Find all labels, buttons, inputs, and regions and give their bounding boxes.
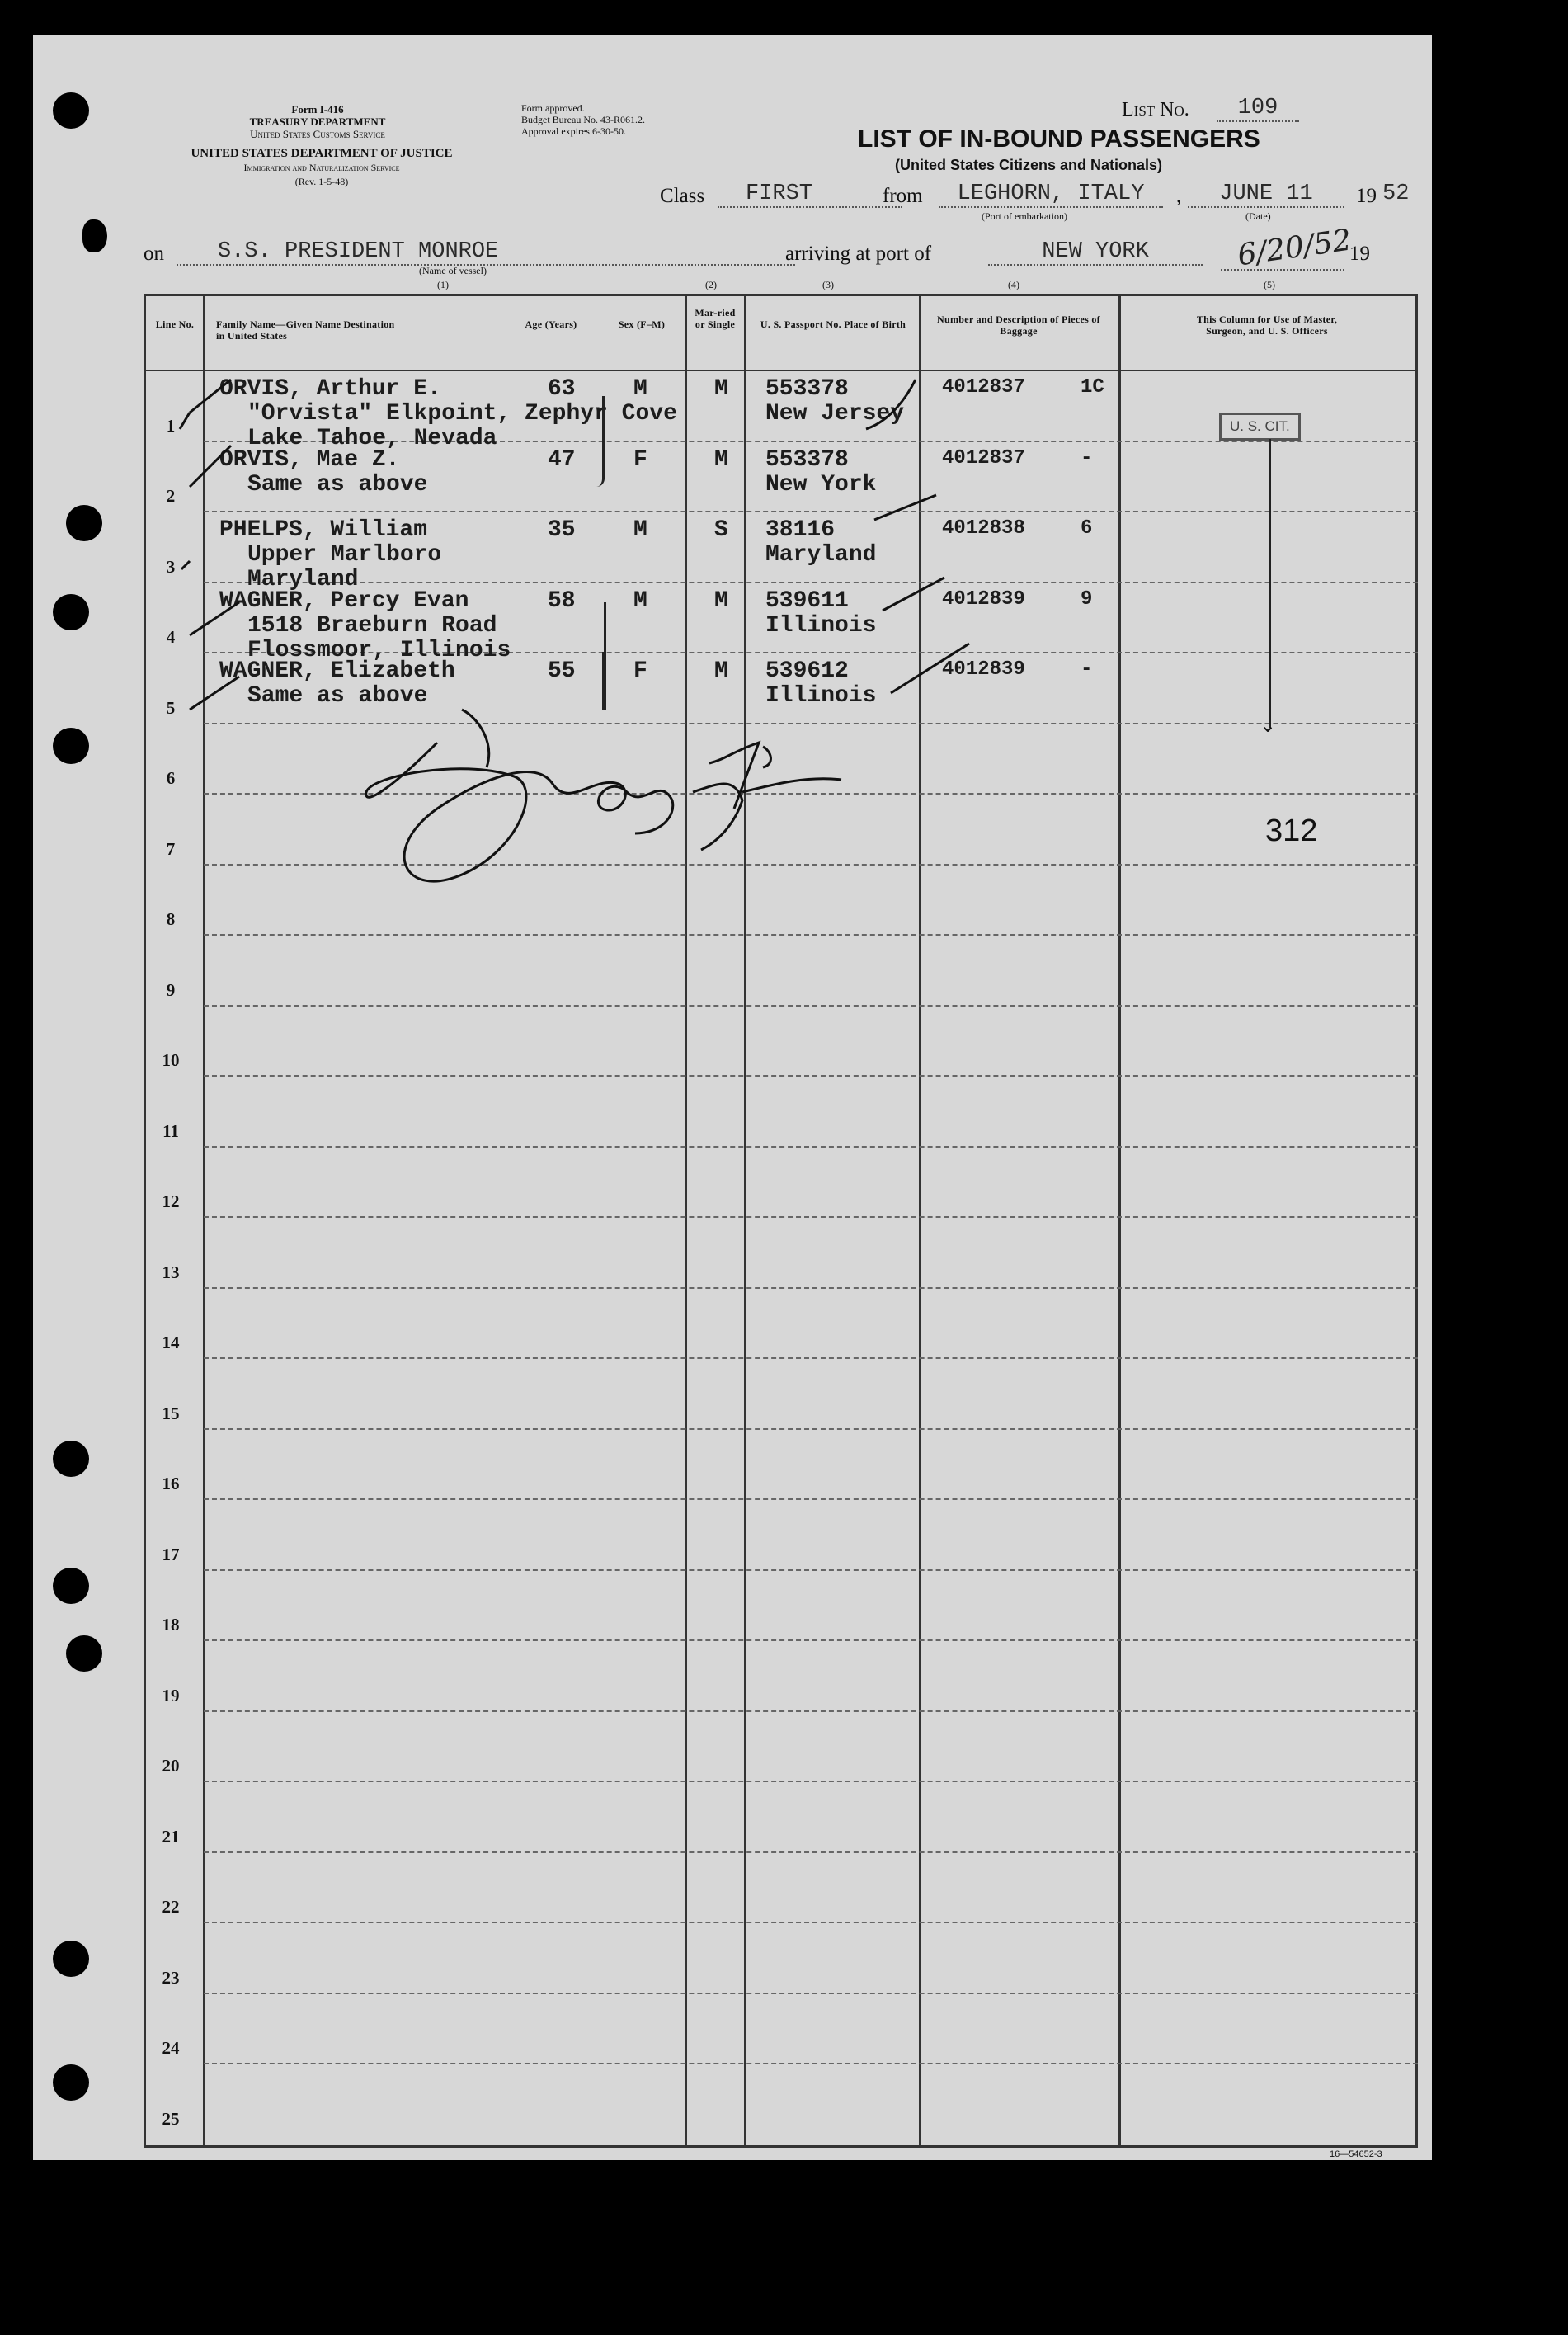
col-number-2: (2) bbox=[705, 279, 717, 290]
col-number-4: (4) bbox=[1008, 279, 1019, 290]
row-divider bbox=[204, 1005, 1418, 1007]
col-header-name: Family Name—Given Name Destination in United States bbox=[216, 318, 395, 342]
passport-number: 553378 bbox=[765, 446, 849, 473]
col-header-officers: This Column for Use of Master, Surgeon, and U. S. Officers bbox=[1196, 314, 1338, 337]
passport-number: 539612 bbox=[765, 658, 849, 684]
page-subtitle: (United States Citizens and Nationals) bbox=[895, 157, 1163, 173]
row-divider bbox=[204, 1357, 1418, 1359]
row-divider bbox=[204, 1781, 1418, 1782]
line-number: 23 bbox=[162, 1967, 180, 1988]
from-label: from bbox=[883, 185, 923, 207]
punch-hole bbox=[53, 92, 89, 129]
passenger-name: PHELPS, William bbox=[219, 517, 428, 543]
baggage-number: 4012837 bbox=[942, 446, 1025, 469]
page-title: LIST OF IN-BOUND PASSENGERS bbox=[858, 125, 1260, 153]
punch-hole bbox=[66, 1635, 102, 1672]
col-header-line-no: Line No. bbox=[155, 318, 195, 330]
passenger-age: 58 bbox=[548, 587, 576, 614]
passenger-destination-1: "Orvista" Elkpoint, Zephyr Cove bbox=[247, 401, 677, 427]
line-number: 6 bbox=[166, 768, 176, 788]
row-divider bbox=[204, 1569, 1418, 1571]
passenger-name: ORVIS, Arthur E. bbox=[219, 376, 441, 402]
row-divider bbox=[204, 1710, 1418, 1712]
passenger-sex: M bbox=[633, 587, 647, 614]
passenger-destination-2: Maryland bbox=[247, 567, 359, 592]
baggage-pieces: 1C bbox=[1081, 376, 1104, 399]
passenger-destination-2: Lake Tahoe, Nevada bbox=[247, 426, 497, 451]
punch-hole bbox=[53, 1568, 89, 1604]
passenger-marital-status: S bbox=[714, 517, 728, 543]
manifest-page bbox=[33, 35, 1432, 2160]
punch-hole bbox=[53, 728, 89, 764]
passenger-marital-status: M bbox=[714, 658, 728, 684]
col-header-passport: U. S. Passport No. Place of Birth bbox=[760, 318, 906, 330]
col-number-1: (1) bbox=[437, 279, 449, 290]
punch-hole bbox=[53, 1941, 89, 1977]
table-bottom-border bbox=[144, 2145, 1418, 2148]
check-marks bbox=[165, 363, 990, 726]
passenger-age: 35 bbox=[548, 517, 576, 543]
approval-line-2: Budget Bureau No. 43-R061.2. bbox=[521, 114, 645, 125]
col-divider-baggage bbox=[1118, 294, 1121, 2148]
col-header-sex: Sex (F–M) bbox=[618, 318, 666, 330]
arrival-date-line bbox=[1221, 269, 1344, 271]
arriving-label: arriving at port of bbox=[785, 243, 932, 265]
date-caption: (Date) bbox=[1245, 210, 1271, 222]
row-divider bbox=[204, 1993, 1418, 1994]
baggage-number: 4012838 bbox=[942, 517, 1025, 540]
passenger-sex: M bbox=[633, 517, 647, 543]
list-no-label: List No. bbox=[1122, 99, 1189, 120]
line-number: 20 bbox=[162, 1756, 180, 1776]
baggage-pieces: 9 bbox=[1081, 587, 1093, 611]
line-number: 13 bbox=[162, 1262, 180, 1282]
comma: , bbox=[1176, 185, 1182, 207]
line-number: 14 bbox=[162, 1333, 180, 1352]
line-number: 17 bbox=[162, 1544, 180, 1564]
print-code: 16—54652-3 bbox=[1330, 2149, 1382, 2159]
line-number: 1 bbox=[166, 415, 176, 436]
table-left-border bbox=[144, 294, 146, 2148]
arrival-year-prefix: 19 bbox=[1349, 243, 1370, 265]
col-number-5: (5) bbox=[1264, 279, 1275, 290]
arrival-date-handwritten: 6/20/52 bbox=[1235, 223, 1354, 273]
customs-service: United States Customs Service bbox=[250, 128, 385, 140]
tally-number: 312 bbox=[1265, 814, 1318, 848]
baggage-number: 4012837 bbox=[942, 376, 1025, 399]
line-number: 5 bbox=[166, 697, 176, 718]
col-header-baggage: Number and Description of Pieces of Baggage bbox=[937, 314, 1100, 337]
baggage-pieces: - bbox=[1081, 446, 1093, 469]
line-number: 21 bbox=[162, 1826, 180, 1847]
row-divider bbox=[204, 1851, 1418, 1853]
arrow-line bbox=[1269, 439, 1271, 728]
passenger-name: WAGNER, Percy Evan bbox=[219, 587, 469, 614]
passenger-name: WAGNER, Elizabeth bbox=[219, 658, 455, 684]
line-number: 10 bbox=[162, 1050, 180, 1070]
passenger-marital-status: M bbox=[714, 587, 728, 614]
row-divider bbox=[204, 1428, 1418, 1430]
approval-line-1: Form approved. bbox=[521, 102, 585, 114]
passenger-name: ORVIS, Mae Z. bbox=[219, 446, 400, 473]
on-label: on bbox=[144, 243, 164, 265]
form-number: Form I-416 bbox=[291, 103, 344, 116]
arrow-head: ⌄ bbox=[1260, 715, 1277, 737]
line-number: 3 bbox=[166, 556, 176, 577]
place-of-birth: New York bbox=[765, 471, 877, 498]
row-divider bbox=[204, 2063, 1418, 2064]
arrival-port: NEW YORK bbox=[988, 239, 1203, 266]
line-number: 24 bbox=[162, 2038, 180, 2058]
punch-hole bbox=[53, 594, 89, 630]
line-number: 18 bbox=[162, 1615, 180, 1634]
vessel-caption: (Name of vessel) bbox=[419, 265, 487, 276]
line-number: 2 bbox=[166, 486, 176, 506]
line-number: 15 bbox=[162, 1403, 180, 1423]
baggage-number: 4012839 bbox=[942, 587, 1025, 611]
passport-number: 553378 bbox=[765, 376, 849, 402]
row-divider bbox=[204, 1075, 1418, 1077]
place-of-birth: New Jersey bbox=[765, 401, 905, 427]
row-divider bbox=[204, 1639, 1418, 1641]
punch-hole bbox=[53, 2064, 89, 2101]
line-number: 7 bbox=[166, 838, 176, 859]
class-value: FIRST bbox=[718, 182, 902, 208]
passenger-destination-1: 1518 Braeburn Road bbox=[247, 612, 497, 639]
col-number-3: (3) bbox=[822, 279, 834, 290]
passenger-sex: F bbox=[633, 658, 647, 684]
passenger-destination-2: Flossmoor, Illinois bbox=[247, 637, 511, 663]
passport-number: 38116 bbox=[765, 517, 836, 543]
justice-dept: UNITED STATES DEPARTMENT OF JUSTICE bbox=[191, 147, 453, 160]
year-prefix: 19 bbox=[1356, 185, 1377, 207]
row-divider bbox=[204, 1922, 1418, 1923]
line-number: 9 bbox=[166, 979, 176, 1000]
year-value: 52 bbox=[1382, 182, 1410, 206]
citizen-stamp: U. S. CIT. bbox=[1219, 413, 1301, 441]
baggage-pieces: 6 bbox=[1081, 517, 1093, 540]
ins-service: Immigration and Naturalization Service bbox=[243, 162, 400, 173]
passenger-age: 55 bbox=[548, 658, 576, 684]
place-of-birth: Illinois bbox=[765, 612, 877, 639]
col-header-married: Mar-ried or Single bbox=[695, 307, 736, 330]
passenger-sex: M bbox=[633, 376, 647, 402]
approval-block bbox=[521, 102, 645, 137]
class-label: Class bbox=[660, 185, 705, 207]
table-top-border bbox=[144, 294, 1418, 296]
line-number: 25 bbox=[162, 2108, 180, 2129]
row-divider bbox=[204, 1146, 1418, 1148]
row-divider bbox=[204, 1216, 1418, 1218]
passport-number: 539611 bbox=[765, 587, 849, 614]
treasury-dept: TREASURY DEPARTMENT bbox=[249, 116, 386, 128]
passenger-age: 63 bbox=[548, 376, 576, 402]
line-number: 22 bbox=[162, 1897, 180, 1917]
vessel-value: S.S. PRESIDENT MONROE bbox=[177, 239, 795, 266]
passenger-destination-1: Same as above bbox=[247, 471, 428, 498]
list-no-value: 109 bbox=[1217, 96, 1299, 122]
from-value: LEGHORN, ITALY bbox=[939, 182, 1163, 208]
line-number: 12 bbox=[162, 1191, 180, 1211]
form-agency-block bbox=[140, 103, 495, 140]
approval-line-3: Approval expires 6-30-50. bbox=[521, 125, 626, 137]
line-number: 4 bbox=[166, 627, 176, 647]
justice-block bbox=[136, 147, 507, 189]
passenger-destination-1: Same as above bbox=[247, 683, 428, 709]
place-of-birth: Maryland bbox=[765, 542, 877, 568]
place-of-birth: Illinois bbox=[765, 683, 877, 709]
line-number: 16 bbox=[162, 1474, 180, 1493]
passenger-marital-status: M bbox=[714, 446, 728, 473]
punch-hole bbox=[82, 219, 107, 252]
line-number: 8 bbox=[166, 909, 176, 929]
passenger-sex: F bbox=[633, 446, 647, 473]
baggage-number: 4012839 bbox=[942, 658, 1025, 681]
baggage-pieces: - bbox=[1081, 658, 1093, 681]
col-header-age: Age (Years) bbox=[525, 318, 577, 330]
row-divider bbox=[204, 1498, 1418, 1500]
revision: (Rev. 1-5-48) bbox=[294, 176, 349, 187]
passenger-destination-1: Upper Marlboro bbox=[247, 542, 442, 568]
punch-hole bbox=[53, 1441, 89, 1477]
date-value: JUNE 11 bbox=[1188, 182, 1344, 208]
row-divider bbox=[204, 934, 1418, 936]
line-number: 19 bbox=[162, 1685, 180, 1705]
table-right-border bbox=[1415, 294, 1418, 2148]
row-divider bbox=[204, 1287, 1418, 1289]
port-embark-caption: (Port of embarkation) bbox=[982, 210, 1067, 222]
punch-hole bbox=[66, 505, 102, 541]
line-number: 11 bbox=[162, 1120, 179, 1141]
passenger-marital-status: M bbox=[714, 376, 728, 402]
passenger-age: 47 bbox=[548, 446, 576, 473]
